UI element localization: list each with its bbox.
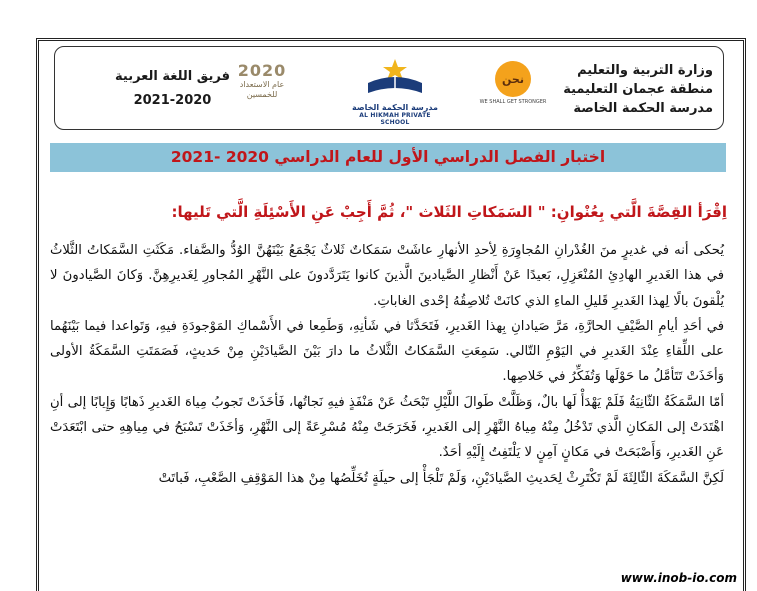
year-logo-number: 2020 [237,61,287,80]
team-name: فريق اللغة العربية [115,69,230,84]
story-paragraph: يُحكى أنه في غديرٍ منَ الغُدْرانِ المُجاوِرَةِ لِأحدِ الأنهارِ عاشَتْ سَمَكاتٌ ثَلاثٌ يَجْمَعُ بَيْنَهُنَّ الوُدُّ والصَّفاء. مَكَثَتِ السَّمَكاتُ الثَّلاثُ في هذا الغَديرِ الهادِئِ المُنْعَزِلِ، بَعيدًا عَنْ أَنْظارِ الصَّيادينَ الَّذينَ كانوا يَتَرَدَّدونَ على النَّهْرِ المُجاورِ لِغَديرِهِنَّ. وَكانَ الصَّيادونَ لا يُلْقونَ بالًا لِهذا الغَديرِ قَليلِ الماءِ الذي كانَتْ تُلاصِقُهُ إحْدى الغاباتِ. [50,243,724,309]
ministry-block [563,61,713,118]
story-paragraph: أمّا السَّمَكَةُ الثّانِيَةُ فَلَمْ يَهْدَأْ لَها بالٌ، وَظَلَّتْ طَوالَ اللَّيْلِ تَبْحَثُ عَنْ مَنْفَذٍ فيهِ نَجاتُها، فَأخَذَتْ تَجوبُ مِياهَ الغَديرِ ذَهابًا وَإِيابًا إلى أنِ اهْتَدَتْ إلى المَكانِ الَّذي تَدْخُلُ مِنْهُ مِياهُ النَّهْرِ إلى الغَديرِ، فَخَرَجَتْ مِنْهُ مُسْرِعَةً إلى النَّهْرِ، وَأخَذَتْ تَسْبَحُ في مِياهِهِ حتى ابْتَعَدَتْ عَنِ الغَديرِ، وَأَصْبَحَتْ في مَكانٍ آمِنٍ لا يَلْتَفِتُ إِلَيْهِ أحَدٌ. [50,394,724,461]
year-2020-logo [227,61,297,100]
story-paragraph: لَكِنَّ السَّمَكَةَ الثّالِثَةَ لَمْ تَكْتَرِثْ لِحَديثِ الصَّيادَيْنِ، وَلَمْ تَلْجَأْ إلى حيلَةٍ تُخَلِّصُها مِنْ هذا المَوْقِفِ الصَّعْبِ، فَباتَتْ [158,470,724,486]
story-text [50,238,724,491]
region-name: منطقة عجمان التعليمية [563,82,713,97]
reading-instruction: اِقْرَأ القِصَّةَ الَّتي بِعُنْوانِ: " السَمَكاتِ الثَلاث "، ثُمَّ أَجِبْ عَنِ الأَسْئِلَةِ الَّتي تَليها: [171,203,727,221]
badge-logo-text: نحن [502,72,524,86]
badge-logo-icon [495,61,531,97]
school-logo [345,55,445,125]
school-logo-arabic: مدرسة الحكمة الخاصة [352,103,438,112]
exam-title: اختبار الفصل الدراسي الأول للعام الدراسي 2020 -2021 [50,143,726,172]
school-name: مدرسة الحكمة الخاصة [573,101,713,116]
story-paragraph: في أحَدِ أيامِ الصَّيْفِ الحارَّةِ، مَرَّ صَيادانِ بِهذا الغَديرِ، فَتَحَدَّثا في شَأنِهِ، وَطَمِعا في الأَسْماكِ المَوْجودَةِ فيهِ، وَتَواعدا فيما بَيْنَهُما على اللِّقاءِ عِنْدَ الغَديرِ في اليَوْمِ التّالي. سَمِعَتِ السَّمَكاتُ الثَّلاثُ ما دارَ بَيْنَ الصَّيادَيْنِ مِنْ حَديثٍ، فَصَمَتَتِ السَّمَكَةُ الأولى وَأخَذَتْ تَتَأمَّلُ ما حَوْلَها وَتُفَكِّرُ في خَلاصِها. [50,318,724,385]
watermark: www.inob-io.com [620,571,737,585]
year-logo-subtitle: عام الاستعداد للخمسين [239,80,285,99]
ministry-name: وزارة التربية والتعليم [577,63,713,78]
academic-year: 2021-2020 [133,93,212,108]
school-logo-english: AL HIKMAH PRIVATE SCHOOL [359,112,431,126]
badge-logo [479,61,547,109]
team-block [115,65,230,113]
school-book-icon [360,55,430,99]
badge-logo-tag: WE SHALL GET STRONGER [479,99,547,105]
document-header [54,46,724,130]
